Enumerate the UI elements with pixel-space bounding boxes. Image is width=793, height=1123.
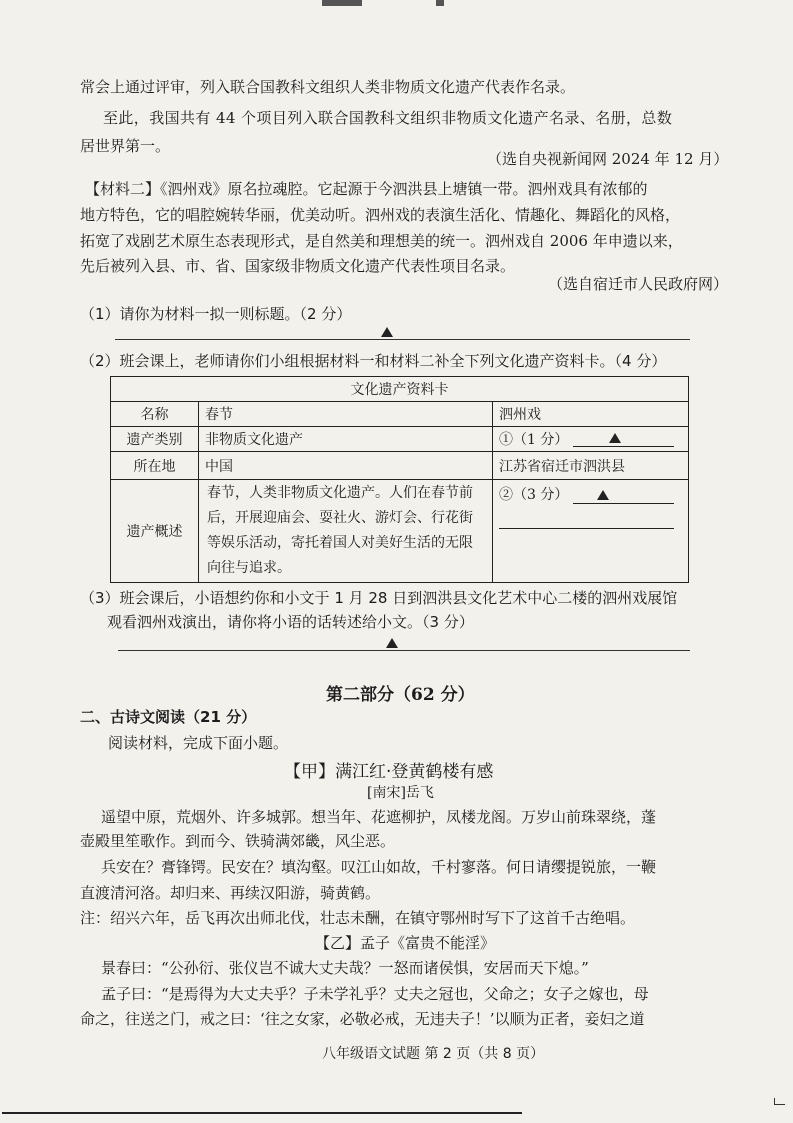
answer-line[interactable] [499,528,674,529]
poem-line: 遥望中原，荒烟外、许多城郭。想当年、花遮柳护，凤楼龙阁。万岁山前珠翠绕，蓬 [101,808,657,826]
poem-title: 【甲】满江红·登黄鹤楼有感 [284,762,494,782]
sizhou-opera-type-cell[interactable] [493,427,689,452]
spring-festival-overview: 春节，人类非物质文化遗产。人们在春节前后，开展迎庙会、耍社火、游灯会、行花街等娱乐活动，寄托着国人对美好生活的无限向往与追求。 [199,480,493,583]
sizhou-opera-overview-cell[interactable] [493,480,689,583]
scan-mark [322,0,362,6]
material-two-line: 地方特色，它的唱腔婉转华丽，优美动听。泗州戏的表演生活化、情趣化、舞蹈化的风格， [80,206,681,224]
label-heritage-type: 遗产类别 [111,427,199,452]
answer-marker-icon [381,327,393,337]
text-yi-line: 孟子曰：“是焉得为大丈夫乎？子未学礼乎？丈夫之冠也，父命之；女子之嫁也，母 [101,985,649,1003]
corner-mark [774,1098,785,1105]
label-overview: 遗产概述 [111,480,199,583]
part-two-title: 第二部分（62 分） [326,685,475,705]
material-two-line: 先后被列入县、市、省、国家级非物质文化遗产代表性项目名录。 [80,257,516,275]
card-title: 文化遗产资料卡 [111,377,689,402]
material-two-line: 【材料二】《泗州戏》原名拉魂腔。它起源于今泗洪县上塘镇一带。泗州戏具有浓郁的 [85,180,648,198]
question-1: （1）请你为材料一拟一则标题。（2 分） [80,305,352,323]
spring-festival-location: 中国 [199,452,493,480]
section-heading: 二、古诗文阅读（21 分） [80,708,257,726]
question-3: 观看泗州戏演出，请你将小语的话转述给小文。（3 分） [107,613,474,631]
answer-line[interactable] [573,446,674,447]
answer-marker-icon [386,638,398,648]
paragraph-line: 居世界第一。 [80,137,171,155]
question-3: （3）班会课后，小语想约你和小文于 1 月 28 日到泗洪县文化艺术中心二楼的泗州戏展馆 [80,589,678,607]
section-instruction: 阅读材料，完成下面小题。 [108,734,289,752]
scan-edge-line [2,1112,522,1114]
page-footer: 八年级语文试题 第 2 页（共 8 页） [322,1046,545,1062]
poem-author: [南宋]岳飞 [367,785,434,801]
answer-marker-icon [609,433,621,443]
poem-line: 壶殿里笙歌作。到而今、铁骑满郊畿，风尘恶。 [80,832,396,850]
material-two-line: 拓宽了戏剧艺术原生态表现形式，是自然美和理想美的统一。泗州戏自 2006 年申遗以来， [80,232,683,250]
sizhou-opera-location: 江苏省宿迁市泗洪县 [493,452,689,480]
text-yi-title: 【乙】孟子《富贵不能淫》 [315,934,496,952]
source-citation: （选自央视新闻网 2024 年 12 月） [487,150,729,168]
question-2: （2）班会课上，老师请你们小组根据材料一和材料二补全下列文化遗产资料卡。（4 分） [80,352,667,370]
answer-line[interactable] [115,339,690,340]
spring-festival-type: 非物质文化遗产 [199,427,493,452]
heritage-info-card [110,376,689,583]
answer-line[interactable] [573,503,674,504]
paragraph-line: 常会上通过评审，列入联合国教科文组织人类非物质文化遗产代表作名录。 [80,78,576,96]
label-location: 所在地 [111,452,199,480]
paragraph-line: 至此，我国共有 44 个项目列入联合国教科文组织非物质文化遗产名录、名册，总数 [103,109,673,127]
answer-line[interactable] [118,650,690,651]
blank-label: ①（1 分） [499,432,569,448]
poem-line: 直渡清河洛。却归来、再续汉阳游，骑黄鹤。 [80,884,381,902]
blank-label: ②（3 分） [499,487,569,503]
poem-note: 注：绍兴六年，岳飞再次出师北伐，壮志未酬，在镇守鄂州时写下了这首千古绝唱。 [80,909,636,927]
scan-mark [436,0,444,6]
sizhou-opera-name: 泗州戏 [493,402,689,427]
answer-marker-icon [597,490,609,500]
text-yi-line: 命之，往送之门，戒之曰：‘往之女家，必敬必戒，无违夫子！’以顺为正者，妾妇之道 [80,1010,645,1028]
label-name: 名称 [111,402,199,427]
spring-festival-name: 春节 [199,402,493,427]
source-citation: （选自宿迁市人民政府网） [548,275,729,293]
text-yi-line: 景春曰：“公孙衍、张仪岂不诚大丈夫哉？一怒而诸侯惧，安居而天下熄。” [101,959,589,977]
poem-line: 兵安在？膏锋锷。民安在？填沟壑。叹江山如故，千村寥落。何日请缨提锐旅，一鞭 [101,858,657,876]
